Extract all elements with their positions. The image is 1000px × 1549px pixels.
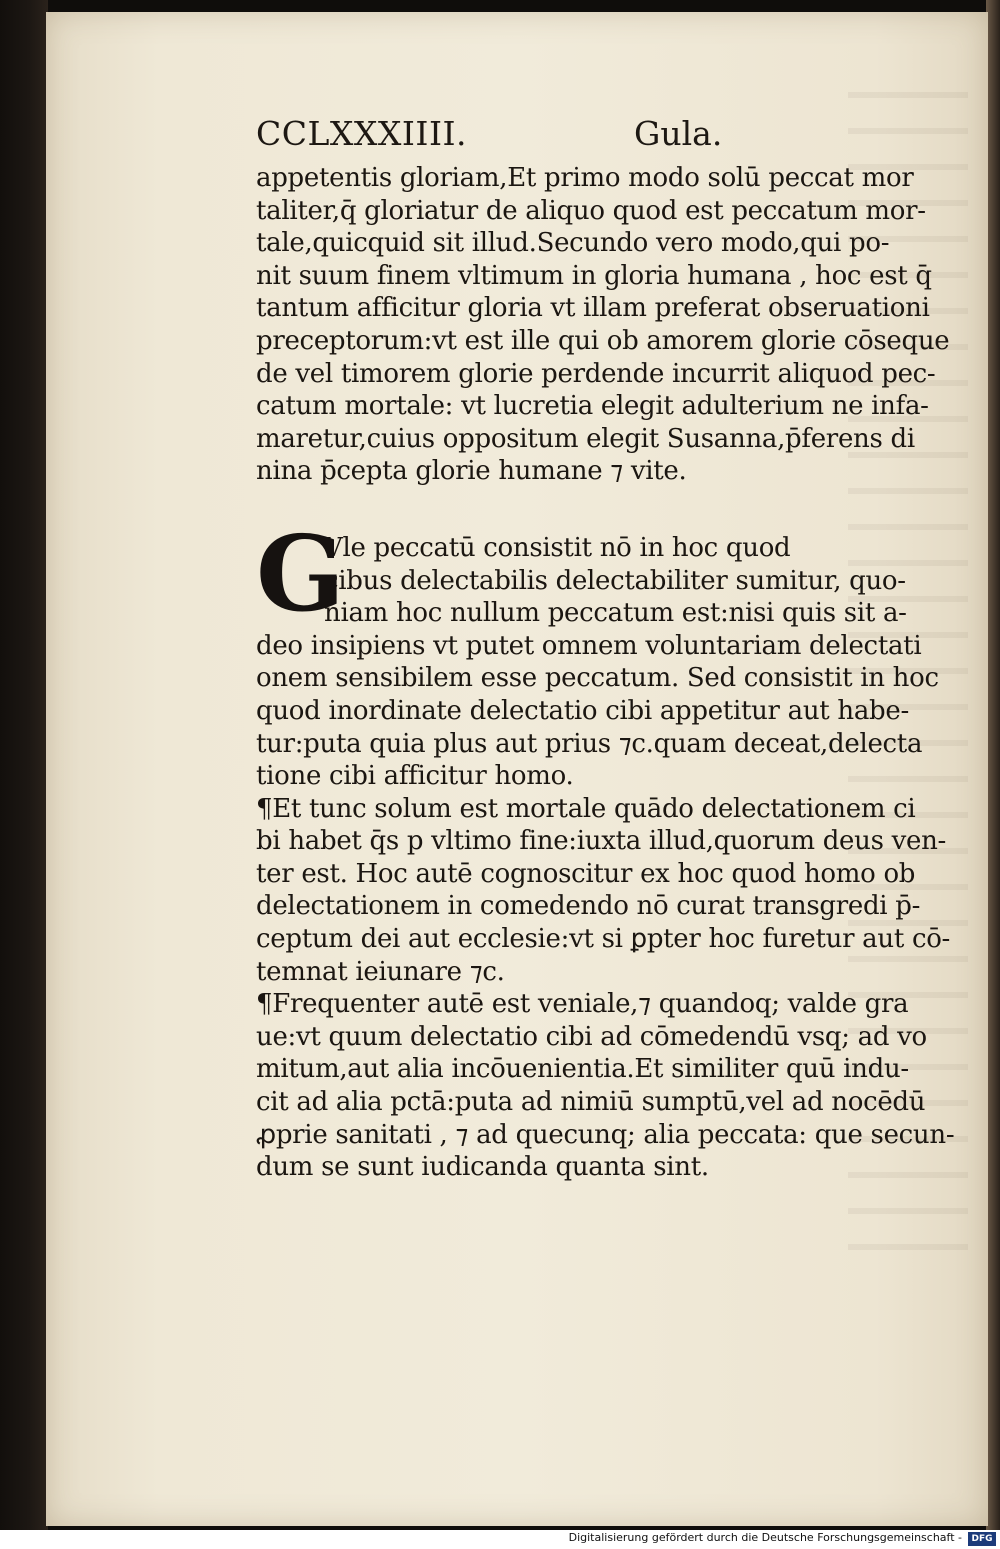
text-line: bi habet q̄s p vltimo fine:iuxta illud,quorum deus ven- xyxy=(256,826,947,857)
text-line: ꝓprie sanitati , ⁊ ad quecunq; alia peccata: que secun- xyxy=(256,1119,955,1150)
text-line: ter est. Hoc autē cognoscitur ex hoc quod homo ob xyxy=(256,858,916,889)
text-line: dum se sunt iudicanda quanta sint. xyxy=(256,1152,709,1183)
funding-credit: Digitalisierung gefördert durch die Deutsche Forschungsgemeinschaft - xyxy=(568,1531,962,1544)
text-line: tur:puta quia plus aut prius ⁊c.quam deceat,delecta xyxy=(256,728,923,759)
text-line: mitum,aut alia incōuenientia.Et similiter quū indu- xyxy=(256,1054,909,1085)
text-line: cit ad alia pctā:puta ad nimiū sumptū,vel ad nocēdū xyxy=(256,1087,926,1118)
text-line: ceptum dei aut ecclesie:vt si ꝑpter hoc furetur aut cō- xyxy=(256,924,951,955)
dfg-logo-icon: DFG xyxy=(968,1532,996,1546)
text-line: delectationem in comedendo nō curat transgredi p̄- xyxy=(256,891,921,922)
digitization-footer xyxy=(0,1530,1000,1549)
text-line: ¶Frequenter autē est veniale,⁊ quandoq; valde gra xyxy=(256,989,909,1020)
text-line: maretur,cuius oppositum elegit Susanna,p̄ferens di xyxy=(256,423,915,454)
book-binding-right xyxy=(986,0,1000,1530)
text-line: appetentis gloriam,Et primo modo solū peccat mor xyxy=(256,163,914,193)
text-line: catum mortale: vt lucretia elegit adulterium ne infa- xyxy=(256,391,929,422)
text-line: temnat ieiunare ⁊c. xyxy=(256,956,505,987)
text-block xyxy=(256,106,956,1184)
book-binding-left xyxy=(0,0,48,1530)
paragraph-1 xyxy=(256,162,956,488)
text-line: nit suum finem vltimum in gloria humana , hoc est q̄ xyxy=(256,260,932,291)
text-line: tantum afficitur gloria vt illam preferat obseruationi xyxy=(256,293,930,324)
folio-number: CCLXXXIIII. xyxy=(256,114,468,153)
running-title: Gula. xyxy=(634,114,723,153)
text-line: nina p̄cepta glorie humane ⁊ vite. xyxy=(256,456,687,487)
text-line: de vel timorem glorie perdende incurrit aliquod pec- xyxy=(256,358,936,389)
text-line: Vle peccatū consistit nō in hoc quod xyxy=(324,532,791,563)
text-line: deo insipiens vt putet omnem voluntariam delectati xyxy=(256,630,922,661)
text-line: taliter,q̄ gloriatur de aliquo quod est peccatum mor- xyxy=(256,195,926,226)
text-line: quod inordinate delectatio cibi appetitur aut habe- xyxy=(256,695,909,726)
text-line: ¶Et tunc solum est mortale quādo delectationem ci xyxy=(256,793,916,824)
text-line: tione cibi afficitur homo. xyxy=(256,761,574,792)
drop-cap-initial: G xyxy=(256,511,345,635)
text-line: preceptorum:vt est ille qui ob amorem glorie cōseque xyxy=(256,325,950,356)
text-line: tale,quicquid sit illud.Secundo vero modo,qui po- xyxy=(256,228,890,259)
paragraph-2 xyxy=(256,511,956,1184)
text-line: onem sensibilem esse peccatum. Sed consistit in hoc xyxy=(256,663,939,694)
text-line: niam hoc nullum peccatum est:nisi quis sit a- xyxy=(324,598,907,629)
text-line: ue:vt quum delectatio cibi ad cōmedendū vsq; ad vo xyxy=(256,1021,927,1052)
page-header xyxy=(256,106,956,162)
text-line: cibus delectabilis delectabiliter sumitur, quo- xyxy=(324,565,906,596)
